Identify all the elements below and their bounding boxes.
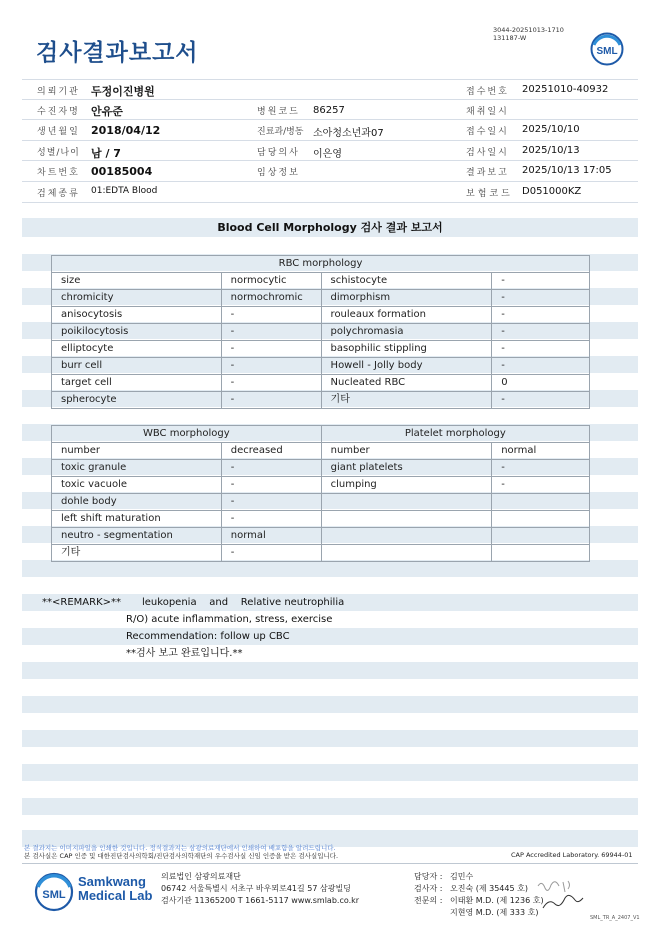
report-title: 검사결과보고서 [36, 40, 199, 66]
rbc-item: target cell [52, 375, 222, 392]
wbc-item: toxic granule [52, 460, 222, 477]
staff-name: 이태환 M.D. (제 1236 호) [450, 896, 544, 905]
value-received-date: 2025/10/10 [522, 124, 580, 135]
remark-line-2: R/O) acute inflammation, stress, exercise [126, 614, 333, 625]
wbc-item: left shift maturation [52, 511, 222, 528]
rbc-value: - [492, 392, 590, 409]
table-row [52, 375, 590, 392]
label-patient-name: 수진자명 [37, 107, 80, 117]
wbc-platelet-morphology-table [51, 425, 590, 562]
label-received-date: 접수일시 [466, 127, 509, 137]
form-version: SML_TR_A_2407_V1 [590, 915, 640, 921]
wbc-value: normal [221, 528, 321, 545]
value-hospital-code: 86257 [313, 105, 345, 116]
rbc-item: burr cell [52, 358, 222, 375]
platelet-item: number [321, 443, 492, 460]
document-id-line1: 3044-20251013-1710 [493, 26, 564, 34]
wbc-item: neutro - segmentation [52, 528, 222, 545]
rbc-value: - [221, 392, 321, 409]
sml-logo-icon [590, 32, 624, 66]
value-physician: 이은영 [313, 149, 342, 160]
platelet-header: Platelet morphology [321, 426, 589, 443]
rbc-item: polychromasia [321, 324, 492, 341]
value-requesting-org: 두정이진병원 [91, 85, 155, 98]
platelet-value [492, 545, 590, 562]
table-row [52, 290, 590, 307]
rbc-item: poikilocytosis [52, 324, 222, 341]
lab-info [161, 871, 359, 907]
staff-list [414, 871, 544, 919]
rbc-value: - [221, 341, 321, 358]
wbc-item: toxic vacuole [52, 477, 222, 494]
staff-name: 오진숙 (제 35445 호) [450, 884, 528, 893]
lab-contact: 검사기관 11365200 T 1661-5117 www.smlab.co.kr [161, 896, 360, 905]
value-result-report: 2025/10/13 17:05 [522, 165, 612, 176]
remark-line-4: **검사 보고 완료입니다.** [126, 648, 243, 659]
label-specimen-type: 검체종류 [37, 189, 80, 199]
rbc-item: chromicity [52, 290, 222, 307]
wbc-item: 기타 [52, 545, 222, 562]
platelet-value [492, 511, 590, 528]
wbc-value: - [221, 460, 321, 477]
wbc-value: - [221, 511, 321, 528]
rbc-item: 기타 [321, 392, 492, 409]
signature-icon [535, 878, 585, 912]
rbc-item: schistocyte [321, 273, 492, 290]
label-physician: 담당의사 [257, 148, 300, 158]
rbc-value: - [492, 324, 590, 341]
label-result-report: 결과보고 [466, 168, 509, 178]
rbc-value: 0 [492, 375, 590, 392]
table-row [52, 443, 590, 460]
label-sex-age: 성별/나이 [37, 148, 80, 158]
table-row [52, 358, 590, 375]
label-birth-date: 생년월일 [37, 127, 80, 137]
accreditation-notice: 본 검사실은 CAP 인증 및 대한진단검사의학회/진단검사의학재단의 우수검사실 신임 인증을 받은 검사실입니다. [24, 852, 339, 860]
staff-name: 지현영 M.D. (제 333 호) [450, 908, 539, 917]
label-requesting-org: 의뢰기관 [37, 87, 80, 97]
wbc-value: - [221, 545, 321, 562]
wbc-value: - [221, 477, 321, 494]
rbc-header: RBC morphology [52, 256, 590, 273]
staff-role: 담당자 : [414, 872, 443, 881]
wbc-value: - [221, 494, 321, 511]
wbc-header: WBC morphology [52, 426, 322, 443]
platelet-value: normal [492, 443, 590, 460]
rbc-item: Nucleated RBC [321, 375, 492, 392]
document-id [493, 26, 564, 42]
section-title: Blood Cell Morphology 검사 결과 보고서 [217, 221, 443, 234]
remark-label: **<REMARK>** [42, 597, 121, 608]
platelet-value: - [492, 460, 590, 477]
rbc-item: rouleaux formation [321, 307, 492, 324]
lab-organization: 의료법인 삼광의료재단 [161, 872, 241, 881]
wbc-item: dohle body [52, 494, 222, 511]
rbc-item: spherocyte [52, 392, 222, 409]
platelet-item [321, 511, 492, 528]
staff-name: 김민수 [450, 872, 474, 881]
wbc-value: decreased [221, 443, 321, 460]
wbc-item: number [52, 443, 222, 460]
remark-line-3: Recommendation: follow up CBC [126, 631, 290, 642]
table-row [52, 545, 590, 562]
label-chart-number: 차트번호 [37, 168, 80, 178]
rbc-item: Howell - Jolly body [321, 358, 492, 375]
platelet-item [321, 545, 492, 562]
value-test-date: 2025/10/13 [522, 145, 580, 156]
platelet-value: - [492, 477, 590, 494]
label-department: 진료과/병동 [257, 127, 304, 137]
value-sex-age: 남 / 7 [91, 147, 121, 160]
rbc-item: elliptocyte [52, 341, 222, 358]
sml-logo-text: SML [596, 46, 618, 57]
lab-address: 06742 서울특별시 서초구 바우뫼로41길 57 삼광빌딩 [161, 884, 351, 893]
remark-line-1: leukopenia and Relative neutrophilia [142, 597, 345, 608]
rbc-value: - [221, 375, 321, 392]
rbc-value: - [492, 341, 590, 358]
brand-name [78, 875, 152, 903]
rbc-value: - [221, 358, 321, 375]
rbc-item: dimorphism [321, 290, 492, 307]
rbc-item: size [52, 273, 222, 290]
value-receipt-number: 20251010-40932 [522, 84, 609, 95]
table-row [52, 460, 590, 477]
value-department: 소아청소년과07 [313, 128, 384, 139]
value-specimen-type: 01:EDTA Blood [91, 186, 158, 196]
table-row [52, 324, 590, 341]
table-row [52, 392, 590, 409]
samkwang-logo-icon [34, 872, 74, 912]
brand-name-line1: Samkwang [78, 874, 146, 889]
footer-logo-text: SML [42, 889, 66, 901]
platelet-item: giant platelets [321, 460, 492, 477]
platelet-value [492, 528, 590, 545]
rbc-value: - [221, 324, 321, 341]
cap-accreditation: CAP Accredited Laboratory. 69944-01 [511, 851, 633, 859]
platelet-item: clumping [321, 477, 492, 494]
table-row [52, 494, 590, 511]
staff-role: 전문의 : [414, 896, 443, 905]
label-receipt-number: 접수번호 [466, 87, 509, 97]
rbc-value: normochromic [221, 290, 321, 307]
label-hospital-code: 병원코드 [257, 107, 300, 117]
rbc-item: basophilic stippling [321, 341, 492, 358]
print-notice: 본 결과지는 이미지파일을 인쇄한 것입니다. 정식결과지는 삼광의료재단에서 인쇄하여 배포함을 알려드립니다. [24, 844, 336, 852]
value-insurance-code: D051000KZ [522, 186, 582, 197]
rbc-value: - [492, 290, 590, 307]
platelet-value [492, 494, 590, 511]
document-id-line2: 131187-W [493, 34, 527, 42]
table-row [52, 273, 590, 290]
table-row [52, 528, 590, 545]
rbc-value: - [492, 273, 590, 290]
label-clinical-info: 임상정보 [257, 168, 300, 178]
table-row [52, 511, 590, 528]
rbc-value: - [492, 307, 590, 324]
table-row [52, 477, 590, 494]
value-patient-name: 안유준 [91, 105, 123, 118]
brand-name-line2: Medical Lab [78, 888, 153, 903]
label-test-date: 검사일시 [466, 148, 509, 158]
value-chart-number: 00185004 [91, 165, 153, 178]
rbc-morphology-table [51, 255, 590, 409]
value-birth-date: 2018/04/12 [91, 124, 161, 137]
label-collection-date: 채취일시 [466, 107, 509, 117]
staff-role: 검사자 : [414, 884, 443, 893]
platelet-item [321, 528, 492, 545]
table-row [52, 307, 590, 324]
rbc-item: anisocytosis [52, 307, 222, 324]
platelet-item [321, 494, 492, 511]
rbc-value: normocytic [221, 273, 321, 290]
rbc-value: - [221, 307, 321, 324]
rbc-value: - [492, 358, 590, 375]
table-row [52, 341, 590, 358]
label-insurance-code: 보험코드 [466, 189, 513, 199]
